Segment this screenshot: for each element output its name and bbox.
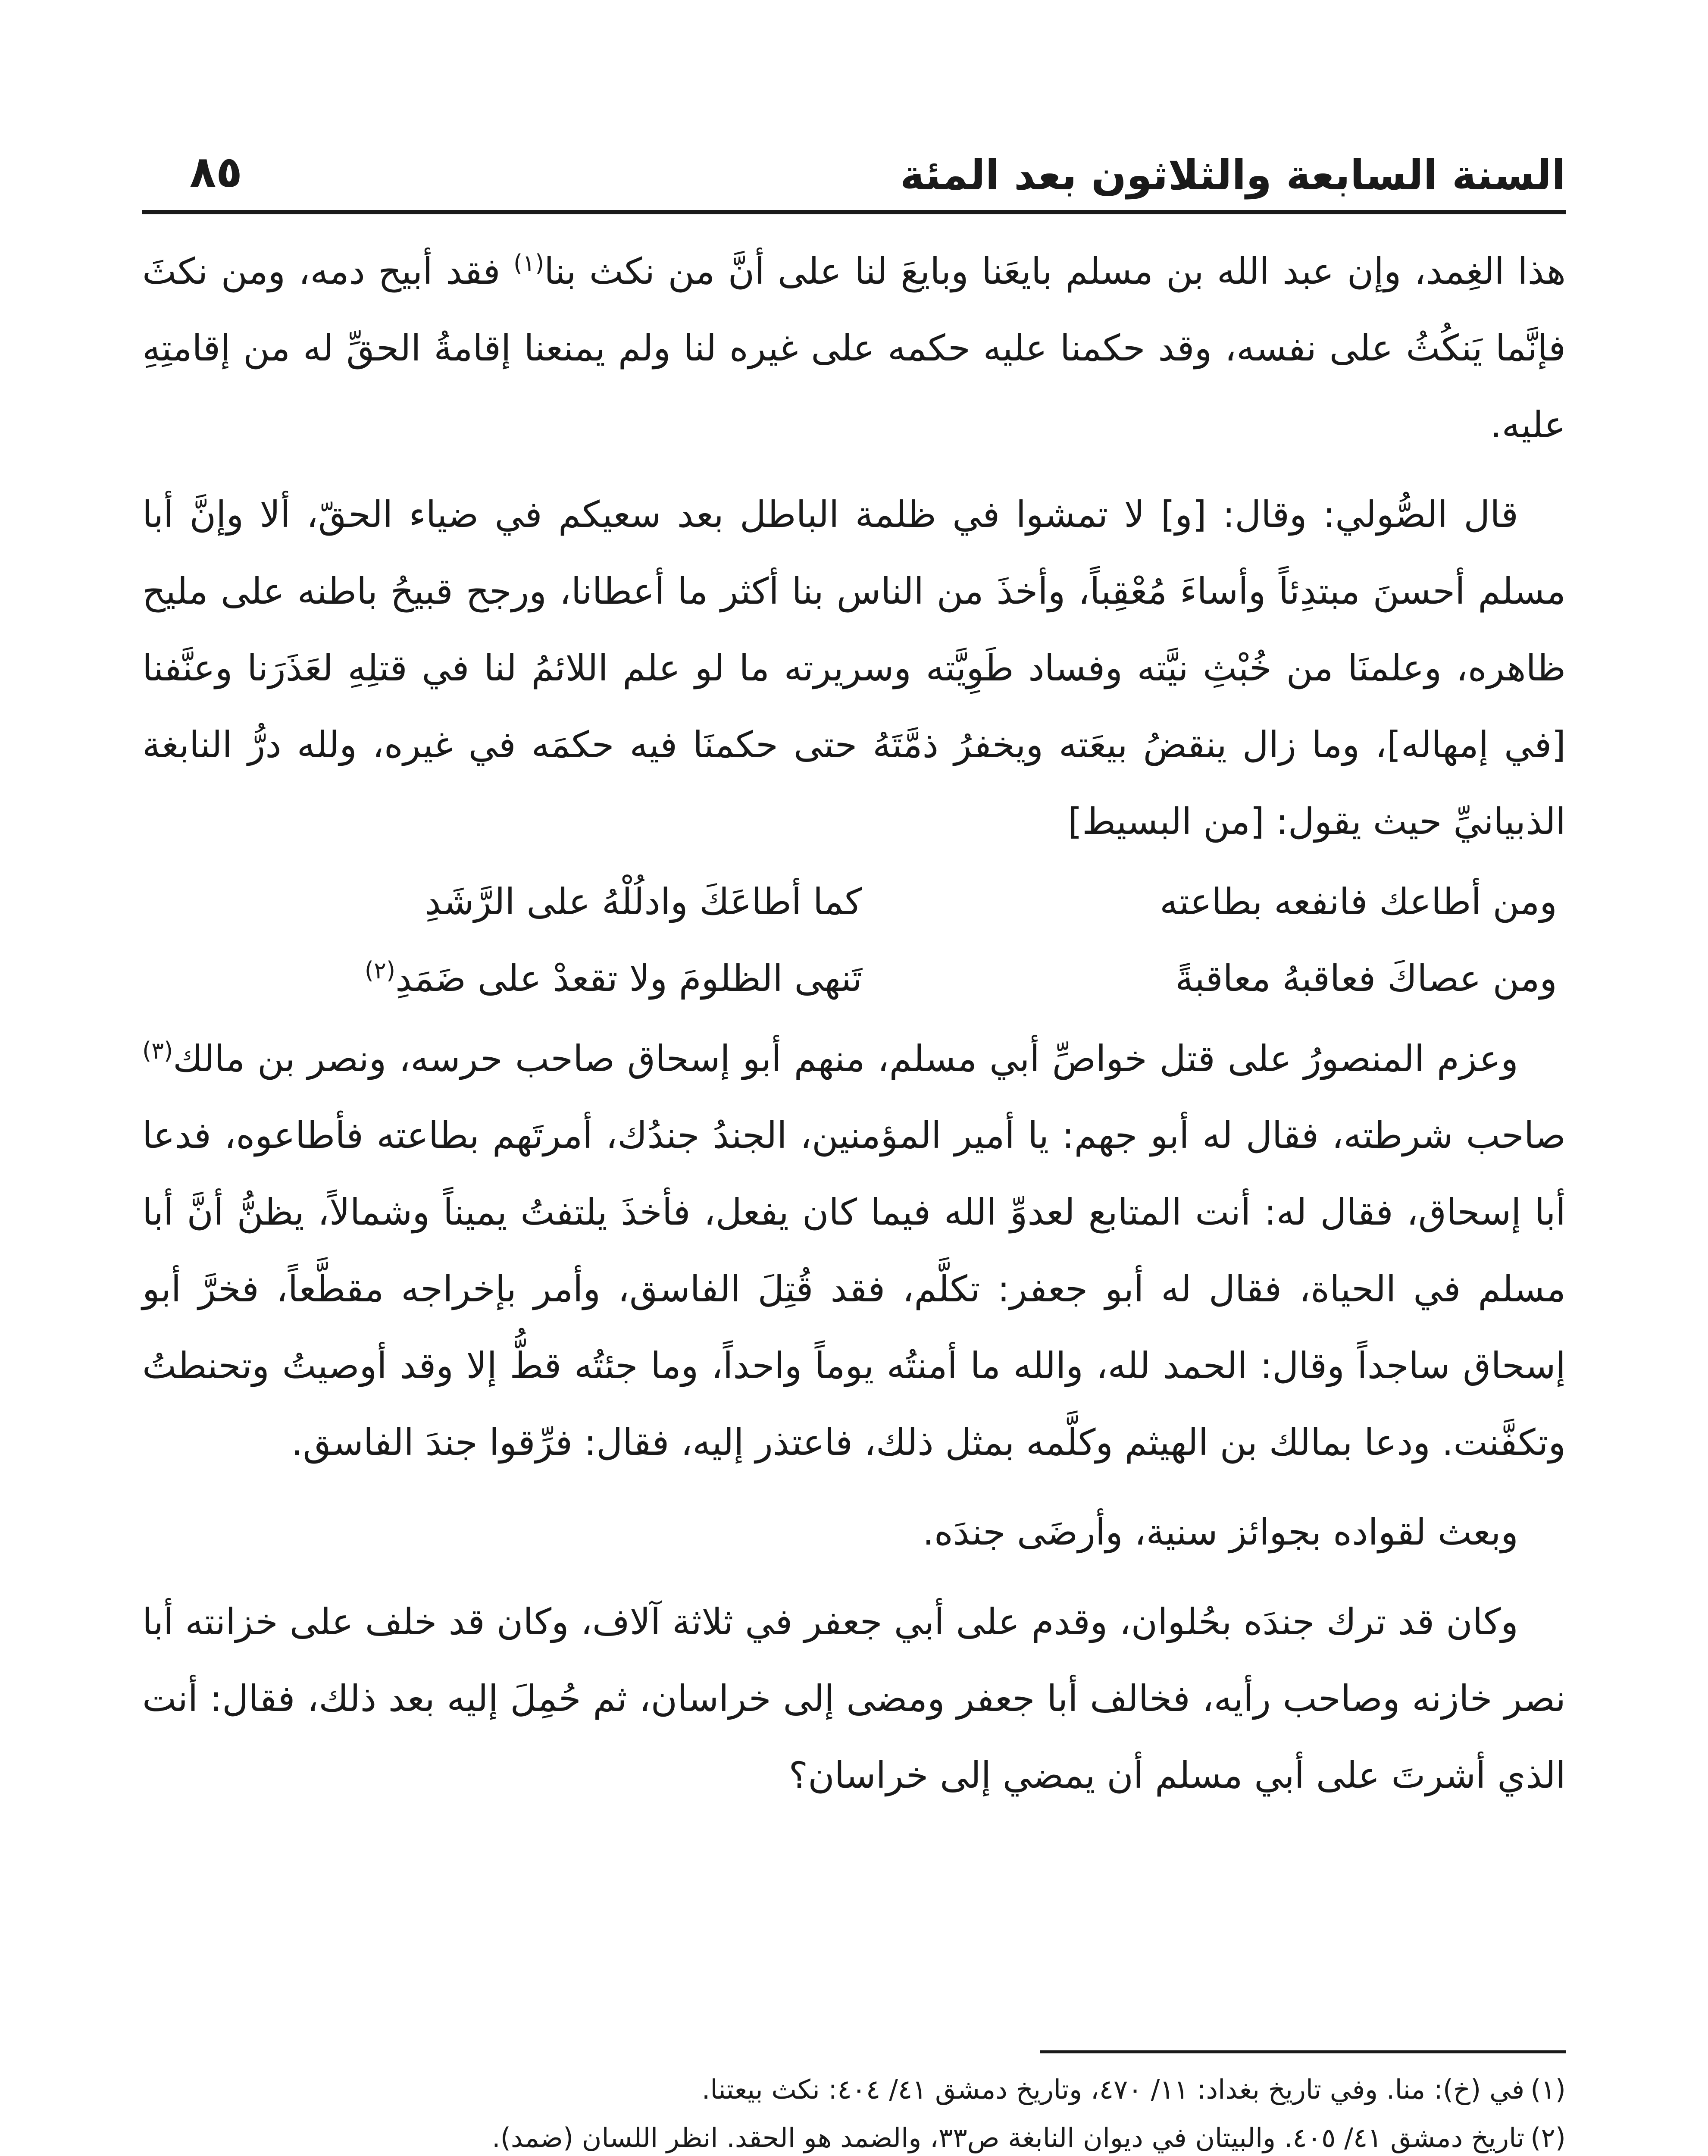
paragraph-3-part-a: وعزم المنصورُ على قتل خواصِّ أبي مسلم، منهم أبو إسحاق صاحب حرسه، ونصر بن مالك: [173, 1037, 1518, 1080]
footnote-ref-3[interactable]: (٣): [142, 1037, 173, 1064]
verse-line-2: [142, 940, 1566, 1017]
verse-1-first-hemistich: ومن أطاعك فانفعه بطاعته: [1160, 881, 1557, 923]
footnotes: [142, 2065, 1566, 2156]
verse-line-1: [142, 863, 1566, 940]
verse-1-second-hemistich: كما أطاعَكَ وادلُلْهُ على الرَّشَدِ: [424, 881, 862, 923]
header-title: السنة السابعة والثلاثون بعد المئة: [900, 151, 1566, 199]
verse-block: [142, 863, 1566, 1017]
main-text: [142, 233, 1566, 1814]
paragraph-5: وكان قد ترك جندَه بحُلوان، وقدم على أبي جعفر في ثلاثة آلاف، وكان قد خلف على خزانته أبا نصر خازنه وصاحب رأيه، فخالف أبا جعفر ومضى إلى خراسان، ثم حُمِلَ إليه بعد ذلك، فقال: أنت الذي أشرتَ على أبي مسلم أن يمضي إلى خراسان؟: [142, 1601, 1566, 1796]
footnote-ref-1[interactable]: (١): [513, 250, 544, 277]
paragraph-1: [142, 233, 1566, 463]
footnote-rule: [1040, 2050, 1566, 2053]
paragraph-4: وبعث لقواده بجوائز سنية، وأرضَى جندَه.: [923, 1511, 1518, 1553]
footnote-1-text: في (خ): منا. وفي تاريخ بغداد: ١١/ ٤٧٠، وتاريخ دمشق ٤١/ ٤٠٤: نكث بيعتنا.: [701, 2074, 1525, 2105]
header-rule: [142, 210, 1566, 214]
footnote-1-number: (١): [1530, 2074, 1566, 2105]
paragraph-1-part-a: هذا الغِمد، وإن عبد الله بن مسلم بايعَنا وبايعَ لنا على أنَّ من نكث بنا: [544, 250, 1566, 292]
meter-label: [من البسيط]: [1068, 800, 1264, 843]
page-number: ٨٥: [190, 147, 243, 197]
paragraph-2-text: قال الصُّولي: وقال: [و] لا تمشوا في ظلمة الباطل بعد سعيكم في ضياء الحقّ، ألا وإنَّ أبا مسلم أحسنَ مبتدِئاً وأساءَ مُعْقِباً، وأخذَ من الناس بنا أكثر ما أعطانا، ورجح قبيحُ باطنه على مليح ظاهره، وعلمنَا من خُبْثِ نيَّته وفساد طَوِيَّته وسريرته ما لو علم اللائمُ لنا في قتلِهِ لعَذَرَنا وعنَّفنا [في إمهاله]، وما زال ينقضُ بيعَته ويخفرُ ذمَّتَهُ حتى حكمنَا فيه حكمَه في غيره، ولله درُّ النابغة الذبيانيِّ حيث يقول:: [142, 493, 1566, 843]
paragraph-3-part-b: صاحب شرطته، فقال له أبو جهم: يا أمير المؤمنين، الجندُ جندُك، أمرتَهم بطاعته فأطاعوه، فدعا أبا إسحاق، فقال له: أنت المتابع لعدوِّ الله فيما كان يفعل، فأخذَ يلتفتُ يميناً وشمالاً، يظنُّ أنَّ أبا مسلم في الحياة، فقال له أبو جعفر: تكلَّم، فقد قُتِلَ الفاسق، وأمر بإخراجه مقطَّعاً، فخرَّ أبو إسحاق ساجداً وقال: الحمد لله، والله ما أمنتُه يوماً واحداً، وما جئتُه قطُّ إلا وقد أوصيتُ وتحنطتُ وتكفَّنت. ودعا بمالك بن الهيثم وكلَّمه بمثل ذلك، فاعتذر إليه، فقال: فرِّقوا جندَ الفاسق.: [142, 1114, 1566, 1463]
paragraph-3: [142, 1020, 1566, 1481]
footnote-ref-2[interactable]: (٢): [364, 957, 396, 984]
verse-2-second-hemistich: [216, 940, 862, 1017]
running-header: [142, 142, 1566, 207]
verse-2-first-hemistich: ومن عصاكَ فعاقبهُ معاقبةً: [1175, 957, 1557, 1000]
paragraph-1-part-b: فقد أبيح دمه، ومن نكثَ فإنَّما يَنكُثُ على نفسه، وقد حكمنا عليه حكمه على غيره لنا ولم يمنعنا إقامةُ الحقِّ له من إقامتِهِ عليه.: [142, 250, 1566, 446]
footnote-1: [142, 2065, 1566, 2114]
footnote-2-number: (٢): [1530, 2122, 1566, 2153]
footnote-2: [142, 2114, 1566, 2156]
verse-2-second-hemistich-text: تَنهى الظلومَ ولا تقعدْ على ضَمَدِ: [395, 957, 862, 1000]
paragraph-2: [142, 476, 1566, 860]
footnote-2-text: تاريخ دمشق ٤١/ ٤٠٥. والبيتان في ديوان النابغة ص٣٣، والضمد هو الحقد. انظر اللسان (ضمد).: [492, 2122, 1525, 2153]
